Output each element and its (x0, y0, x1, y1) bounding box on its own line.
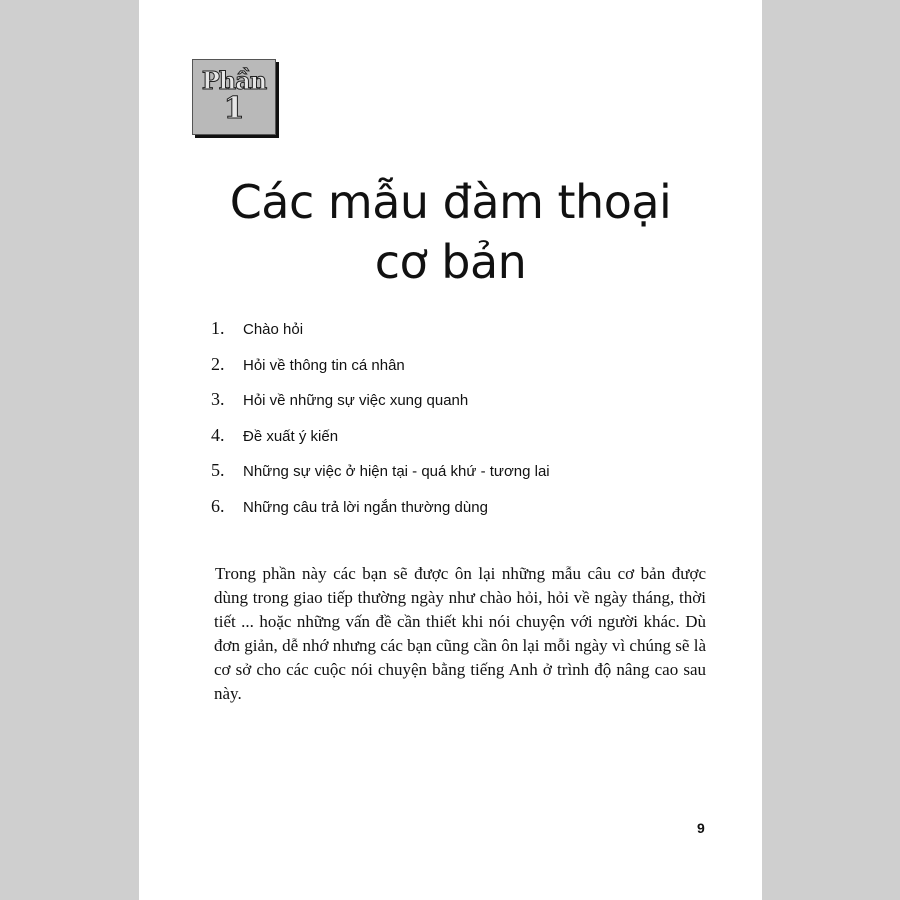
page-number: 9 (697, 820, 705, 836)
intro-paragraph: Trong phần này các bạn sẽ được ôn lại những mẫu câu cơ bản được dùng trong giao tiếp thường ngày như chào hỏi, hỏi về ngày tháng, thời tiết ... hoặc những vấn đề cần thiết khi nói chuyện với người khác. Dù đơn giản, dễ nhớ nhưng các bạn cũng cần ôn lại mỗi ngày vì chúng sẽ là cơ sở cho các cuộc nói chuyện bằng tiếng Anh ở trình độ nâng cao sau này. (214, 564, 706, 703)
toc-item-number: 1. (211, 318, 225, 338)
toc-item (211, 389, 550, 425)
part-badge (192, 59, 276, 135)
toc-item-label: Hỏi về những sự việc xung quanh (243, 392, 469, 409)
toc-item (211, 460, 550, 496)
toc-item-number: 4. (211, 424, 225, 445)
table-of-contents (211, 318, 550, 531)
toc-item-number: 6. (211, 495, 225, 516)
toc-item-number: 2. (211, 353, 225, 374)
chapter-title-line1: Các mẫu đàm thoại (229, 175, 672, 229)
toc-item (211, 425, 550, 461)
toc-item-label: Đề xuất ý kiến (243, 427, 339, 445)
toc-item (211, 318, 550, 354)
toc-item-label: Hỏi về thông tin cá nhân (243, 356, 405, 374)
toc-item-label: Chào hỏi (243, 321, 304, 338)
toc-item (211, 354, 550, 390)
chapter-title-line2: cơ bản (374, 235, 527, 289)
part-number: 1 (223, 91, 245, 126)
part-word: Phần (201, 66, 267, 95)
toc-item-label: Những sự việc ở hiện tại - quá khứ - tương lai (243, 463, 550, 480)
toc-item-number: 5. (211, 460, 225, 480)
toc-item-label: Những câu trả lời ngắn thường dùng (243, 498, 488, 516)
toc-item (211, 496, 550, 532)
chapter-title (139, 172, 762, 292)
toc-item-number: 3. (211, 389, 225, 409)
book-page (139, 0, 762, 900)
